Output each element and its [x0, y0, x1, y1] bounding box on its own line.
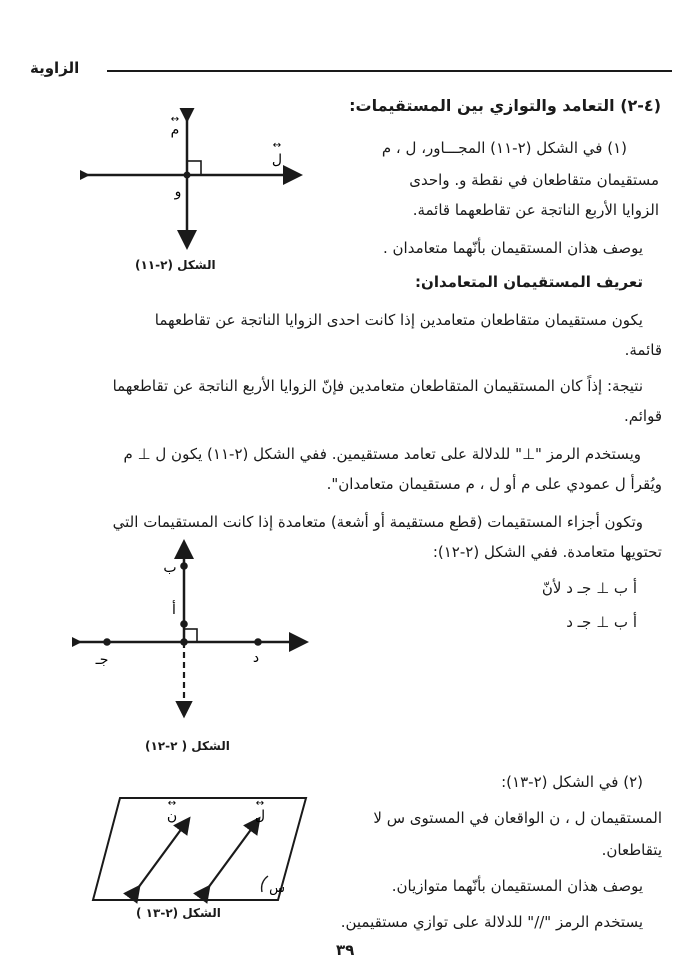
para-fig13-line1: المستقيمان ل ، ن الواقعان في المستوى س لا — [373, 809, 662, 827]
definition-line1: يكون مستقيمان متقاطعان متعامدين إذا كانت احدى الزوايا الناتجة عن تقاطعهما — [154, 311, 643, 329]
point-b — [180, 562, 188, 570]
page-number: ٣٩ — [336, 941, 355, 959]
label-s: س — [269, 881, 285, 896]
line-l — [208, 820, 258, 888]
figure-2-12 — [72, 538, 312, 723]
definition-line2: قائمة. — [624, 341, 662, 359]
label-b: ب — [163, 560, 177, 576]
figure-2-11 — [80, 108, 305, 273]
example-1: أ ب ⊥ جـ د لأنّ — [541, 579, 637, 597]
para1-line1: (١) في الشكل (٢-١١) المجـــاور، ل ، م — [381, 139, 627, 157]
symbol-para-line1: ويستخدم الرمز "⊥" للدلالة على تعامد مستقيمين. ففي الشكل (٢-١١) يكون ل ⊥ م — [123, 445, 641, 463]
point-d — [254, 638, 262, 646]
definition-title: تعريف المستقيمان المتعامدان: — [415, 273, 643, 291]
para-fig13-line3: يوصف هذان المستقيمان بأنّهما متوازيان. — [391, 877, 643, 895]
example-2: أ ب ⊥ جـ د — [566, 613, 637, 631]
symbol-para-line2: ويُقرأ ل عمودي على م أو ل ، م مستقيمان متعامدان". — [326, 475, 662, 493]
label-o: و — [174, 184, 182, 200]
label-l-arrow: ↔ — [272, 140, 282, 151]
para-fig13-intro: (٢) في الشكل (٢-١٣): — [501, 773, 643, 791]
point-center — [180, 638, 188, 646]
point-j — [103, 638, 111, 646]
result-line1: نتيجة: إذاً كان المستقيمان المتقاطعان متعامدين فإنّ الزوايا الأربع الناتجة عن تقاطعهما — [112, 377, 643, 395]
label-s-curve — [262, 876, 268, 892]
label-j: جـ — [95, 652, 109, 668]
figure-2-13 — [90, 792, 315, 910]
label-m: م — [170, 122, 180, 138]
para-fig13-line4: يستخدم الرمز "//" للدلالة على توازي مستقيمين. — [340, 913, 643, 931]
label-m-arrow: ↔ — [170, 114, 180, 125]
para1-line3: الزوايا الأربع الناتجة عن تقاطعهما قائمة. — [412, 201, 659, 219]
label-d: د — [252, 650, 260, 666]
figure-2-12-caption: الشكل ( ٢-١٢) — [145, 739, 230, 753]
result-line2: قوائم. — [623, 407, 662, 425]
label-a: أ — [172, 602, 176, 618]
chapter-title: الزاوية — [30, 59, 80, 77]
section-title: (٤-٢) التعامد والتوازي بين المستقيمات: — [349, 96, 661, 115]
label-n: ن — [166, 808, 178, 824]
header-rule — [107, 70, 672, 72]
para1-line2: مستقيمان متقاطعان في نقطة و. واحدى — [409, 171, 659, 189]
label-l-arrow: ↔ — [255, 798, 265, 809]
figure-2-13-caption: الشكل (٢-١٣ ) — [136, 906, 221, 920]
label-l: ل — [254, 808, 266, 824]
figure-2-11-caption: الشكل (٢-١١) — [135, 258, 216, 272]
segments-para-line2: تحتويها متعامدة. ففي الشكل (٢-١٢): — [432, 543, 662, 561]
point-a — [180, 620, 188, 628]
label-l: ل — [271, 152, 283, 168]
point-o — [184, 172, 191, 179]
segments-para-line1: وتكون أجزاء المستقيمات (قطع مستقيمة أو أشعة) متعامدة إذا كانت المستقيمات التي — [112, 513, 643, 531]
para-fig13-line2: يتقاطعان. — [601, 841, 662, 859]
para2-text: يوصف هذان المستقيمان بأنّهما متعامدان . — [383, 239, 643, 257]
line-n — [138, 820, 188, 888]
label-n-arrow: ↔ — [167, 798, 177, 809]
